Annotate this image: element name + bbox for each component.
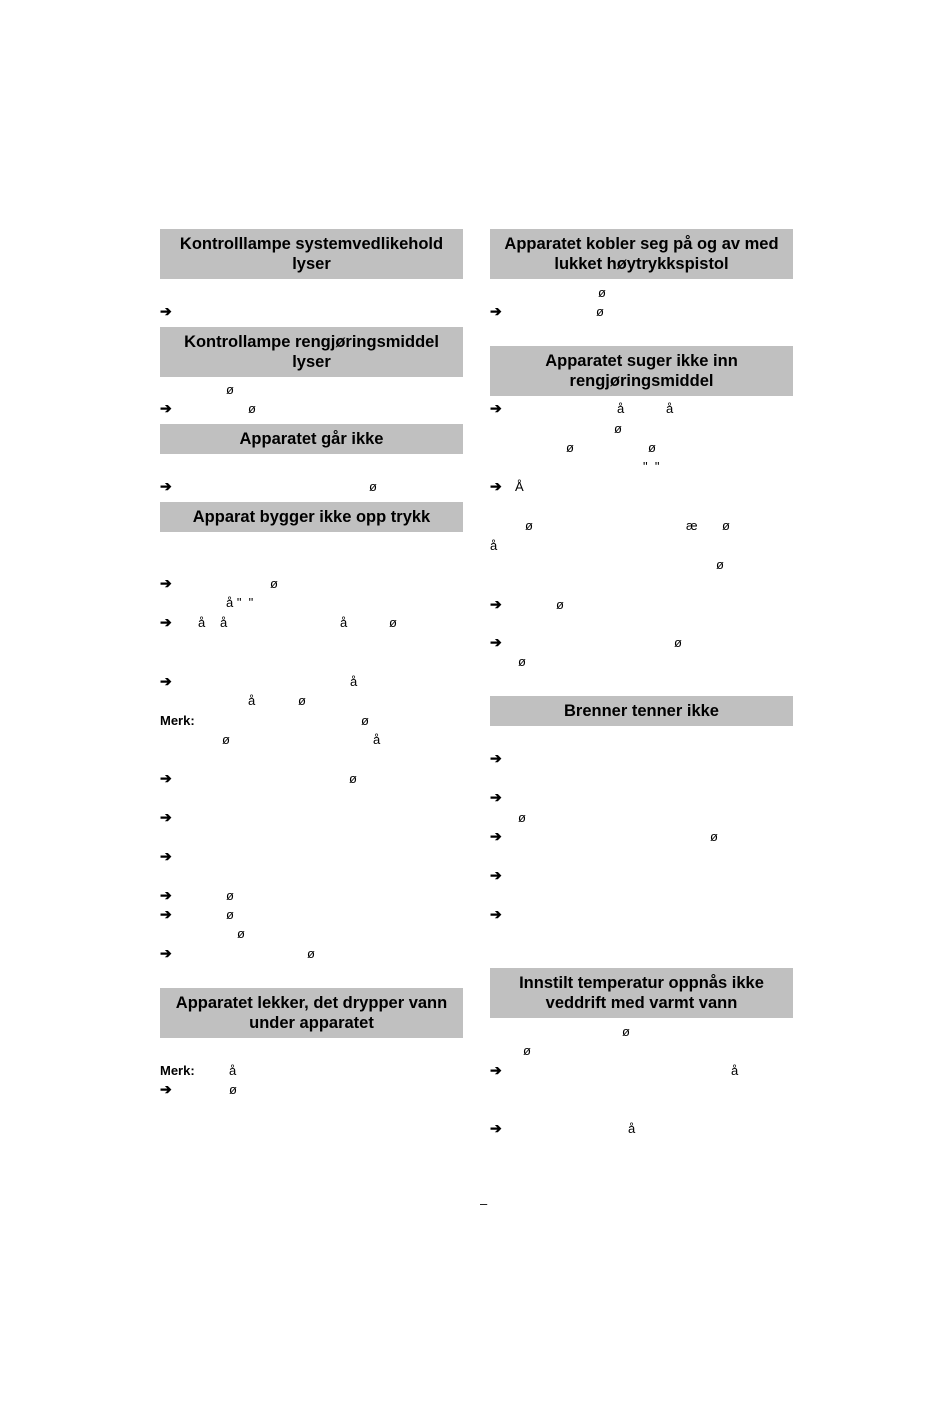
- text-fragment: ø: [525, 518, 533, 533]
- text-fragment: ø: [716, 557, 724, 572]
- text-fragment: ø: [361, 713, 369, 728]
- arrow-bullet: ➔: [160, 945, 172, 961]
- text-fragment: ø: [270, 576, 278, 591]
- text-fragment: ø: [614, 421, 622, 436]
- arrow-bullet: ➔: [160, 303, 172, 319]
- text-fragment: ø: [298, 693, 306, 708]
- text-fragment: ø: [222, 732, 230, 747]
- page-number: –: [480, 1196, 488, 1211]
- heading-innstilt-temperatur: Innstilt temperatur oppnås ikke veddrift med varmt vann: [490, 968, 793, 1018]
- arrow-bullet: ➔: [160, 906, 172, 922]
- arrow-bullet: ➔: [160, 478, 172, 494]
- text-fragment: ø: [229, 1082, 237, 1097]
- arrow-bullet: ➔: [490, 1062, 502, 1078]
- text-fragment: ø: [722, 518, 730, 533]
- text-fragment: å: [340, 615, 348, 630]
- text-fragment: å: [248, 693, 256, 708]
- arrow-bullet: ➔: [490, 867, 502, 883]
- arrow-bullet: ➔: [490, 596, 502, 612]
- text-fragment: å: [617, 401, 625, 416]
- heading-apparatet-suger-ikke-inn: Apparatet suger ikke inn rengjøringsmiddel: [490, 346, 793, 396]
- text-fragment: ø: [518, 654, 526, 669]
- heading-kontrolllampe-systemvedlikehold: Kontrolllampe systemvedlikehold lyser: [160, 229, 463, 279]
- text-fragment: ø: [566, 440, 574, 455]
- arrow-bullet: ➔: [160, 848, 172, 864]
- arrow-bullet: ➔: [490, 906, 502, 922]
- text-fragment: æ: [686, 518, 698, 533]
- arrow-bullet: ➔: [160, 614, 172, 630]
- text-fragment: ø: [518, 810, 526, 825]
- arrow-bullet: ➔: [490, 1120, 502, 1136]
- note-label: Merk:: [160, 713, 195, 728]
- arrow-bullet: ➔: [490, 478, 502, 494]
- text-fragment: ø: [710, 829, 718, 844]
- heading-brenner-tenner-ikke: Brenner tenner ikke: [490, 696, 793, 726]
- heading-kontrollampe-rengjoringsmiddel: Kontrollampe rengjøringsmiddel lyser: [160, 327, 463, 377]
- arrow-bullet: ➔: [490, 400, 502, 416]
- arrow-bullet: ➔: [490, 303, 502, 319]
- heading-apparatet-lekker: Apparatet lekker, det drypper vann under apparatet: [160, 988, 463, 1038]
- text-fragment: å: [220, 615, 228, 630]
- arrow-bullet: ➔: [490, 634, 502, 650]
- text-fragment: ø: [226, 888, 234, 903]
- arrow-bullet: ➔: [160, 575, 172, 591]
- arrow-bullet: ➔: [160, 770, 172, 786]
- text-fragment: ø: [648, 440, 656, 455]
- arrow-bullet: ➔: [160, 809, 172, 825]
- text-fragment: ø: [389, 615, 397, 630]
- text-fragment: ø: [369, 479, 377, 494]
- text-fragment: å: [628, 1121, 636, 1136]
- text-fragment: ø: [226, 382, 234, 397]
- arrow-bullet: ➔: [160, 400, 172, 416]
- text-fragment: ø: [307, 946, 315, 961]
- text-fragment: ø: [674, 635, 682, 650]
- text-fragment: å: [490, 538, 498, 553]
- note-label: Merk:: [160, 1063, 195, 1078]
- text-fragment: ø: [237, 926, 245, 941]
- arrow-bullet: ➔: [160, 1081, 172, 1097]
- text-fragment: å: [666, 401, 674, 416]
- heading-apparatet-kobler-seg: Apparatet kobler seg på og av med lukket høytrykkspistol: [490, 229, 793, 279]
- text-fragment: " ": [643, 459, 660, 474]
- text-fragment: ø: [556, 597, 564, 612]
- arrow-bullet: ➔: [160, 887, 172, 903]
- text-fragment: å: [229, 1063, 237, 1078]
- text-fragment: ø: [349, 771, 357, 786]
- heading-apparat-bygger-ikke-opp-trykk: Apparat bygger ikke opp trykk: [160, 502, 463, 532]
- arrow-bullet: ➔: [490, 750, 502, 766]
- arrow-bullet: ➔: [160, 673, 172, 689]
- text-fragment: å: [731, 1063, 739, 1078]
- text-fragment: ø: [598, 285, 606, 300]
- arrow-bullet: ➔: [490, 789, 502, 805]
- text-fragment: å: [350, 674, 358, 689]
- text-fragment: å: [198, 615, 206, 630]
- text-fragment: å: [373, 732, 381, 747]
- heading-apparatet-gar-ikke: Apparatet går ikke: [160, 424, 463, 454]
- text-fragment: Å: [515, 479, 524, 494]
- text-fragment: ø: [596, 304, 604, 319]
- text-fragment: ø: [248, 401, 256, 416]
- arrow-bullet: ➔: [490, 828, 502, 844]
- text-fragment: ø: [622, 1024, 630, 1039]
- text-fragment: ø: [523, 1043, 531, 1058]
- text-fragment: å " ": [226, 595, 254, 610]
- text-fragment: ø: [226, 907, 234, 922]
